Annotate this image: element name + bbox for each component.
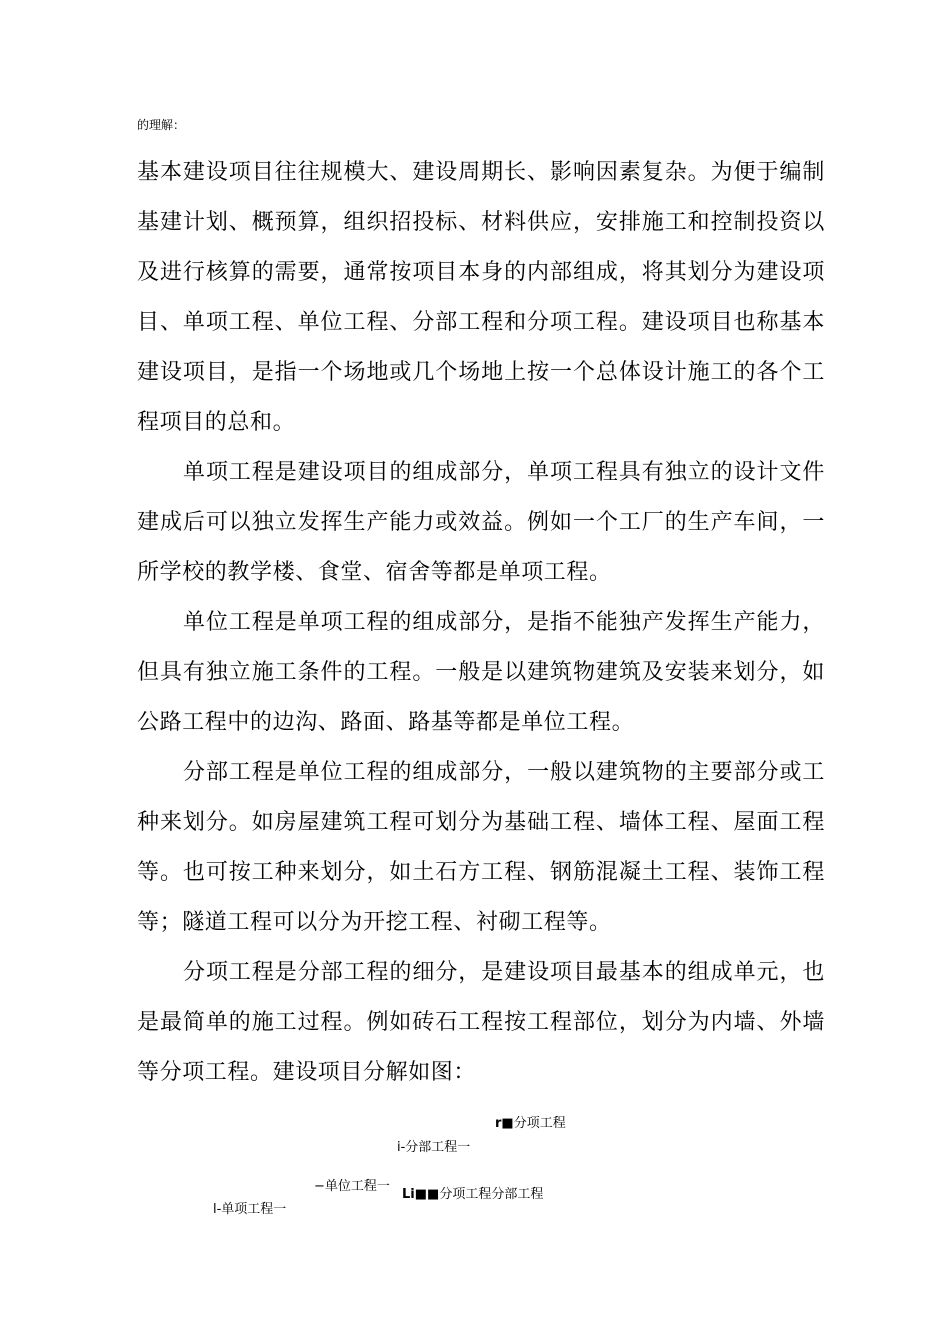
diagram-label-single-project: l-单项工程一 — [213, 1202, 287, 1217]
diagram-label-item-project — [495, 1116, 566, 1132]
intro-text: 的理解： — [137, 118, 186, 132]
paragraph-unit-project: 单位工程是单项工程的组成部分，是指不能独产发挥生产能力，但具有独立施工条件的工程。一般是以建筑物建筑及安装来划分，如公路工程中的边沟、路面、路基等都是单位工程。 — [137, 610, 825, 735]
diagram-label-item-division-prefix: Li■■ — [402, 1187, 440, 1202]
body-text — [137, 148, 825, 1098]
diagram-label-item-project-text: 分项工程 — [513, 1116, 566, 1131]
paragraph-single-project: 单项工程是建设项目的组成部分，单项工程具有独立的设计文件建成后可以独立发挥生产能力或效益。例如一个工厂的生产车间，一所学校的教学楼、食堂、宿舍等都是单项工程。 — [137, 460, 825, 585]
diagram-label-unit-project: −单位工程一 — [314, 1179, 390, 1194]
diagram-label-item-division-text: 分项工程分部工程 — [439, 1187, 544, 1202]
paragraph-project-overview: 基本建设项目往往规模大、建设周期长、影响因素复杂。为便于编制基建计划、概预算，组织招投标、材料供应，安排施工和控制投资以及进行核算的需要，通常按项目本身的内部组成，将其划分为建设项目、单项工程、单位工程、分部工程和分项工程。建设项目也称基本建设项目，是指一个场地或几个场地上按一个总体设计施工的各个工程项目的总和。 — [137, 160, 825, 435]
diagram-label-division-project: i-分部工程一 — [397, 1140, 471, 1155]
paragraph-division-project: 分部工程是单位工程的组成部分，一般以建筑物的主要部分或工种来划分。如房屋建筑工程可划分为基础工程、墙体工程、屋面工程等。也可按工种来划分，如土石方工程、钢筋混凝土工程、装饰工程等；隧道工程可以分为开挖工程、衬砌工程等。 — [137, 760, 825, 935]
diagram-label-item-project-prefix: r■ — [495, 1116, 514, 1131]
paragraph-item-project: 分项工程是分部工程的细分，是建设项目最基本的组成单元，也是最简单的施工过程。例如砖石工程按工程部位，划分为内墙、外墙等分项工程。建设项目分解如图： — [137, 960, 825, 1085]
diagram-label-item-division-project — [402, 1187, 543, 1203]
